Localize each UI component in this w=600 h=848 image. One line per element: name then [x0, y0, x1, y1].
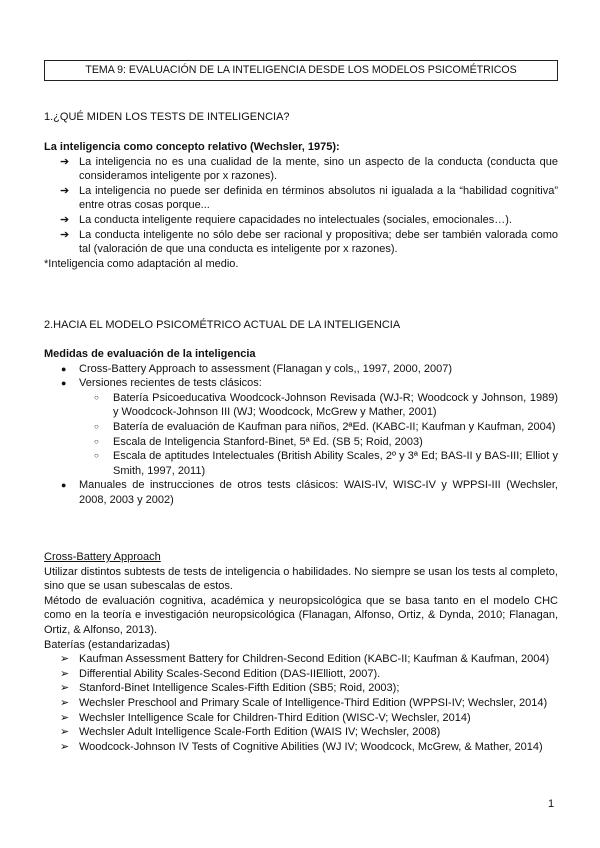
section3-block [44, 550, 558, 754]
section2-subheading: Medidas de evaluación de la inteligencia [44, 348, 256, 360]
arrow-icon: ➔ [60, 213, 70, 226]
list-item: ➢ Woodcock-Johnson IV Tests of Cognitive Abilities (WJ IV; Woodcock, McGrew, & Mather, 2014) [60, 740, 543, 753]
bullet-icon: ● [61, 480, 67, 491]
circle-bullet-icon: ○ [94, 421, 99, 431]
list-item: ➢ Stanford-Binet Intelligence Scales-Fifth Edition (SB5; Roid, 2003); [60, 682, 400, 695]
section3-paragraph: Método de evaluación cognitiva, académica y neuropsicológica que se basa tanto en el modelo CHC como en la teoría e investigación neuropsicológica (Flanagan, Alfonso, Ortiz, & Dynda, 2010; Flanagan, Ortiz, & Alfonso, 2013). [44, 594, 558, 636]
list-item: ➔ La conducta inteligente requiere capacidades no intelectuales (sociales, emocionales…). [60, 213, 512, 226]
section1-list [44, 155, 558, 257]
list-item: ➔ La inteligencia no puede ser definida en términos absolutos ni igualada a la “habilidad cognitiva” entre otras cosas porque... [60, 184, 558, 212]
section1-subheading: La inteligencia como concepto relativo (Wechsler, 1975): [44, 141, 340, 153]
section1-heading: 1.¿QUÉ MIDEN LOS TESTS DE INTELIGENCIA? [44, 111, 290, 123]
list-item: ➢ Wechsler Preschool and Primary Scale of Intelligence-Third Edition (WPPSI-IV; Wechsler, 2014) [60, 696, 548, 709]
list-item: ➢ Wechsler Adult Intelligence Scale-Forth Edition (WAIS IV; Wechsler, 2008) [60, 726, 441, 739]
batteries-label: Baterías (estandarizadas) [44, 638, 170, 651]
section2-block [44, 347, 558, 508]
arrowhead-icon: ➢ [60, 667, 70, 680]
arrow-icon: ➔ [60, 184, 70, 197]
list-item: ○ Escala de aptitudes Intelectuales (British Ability Scales, 2º y 3ª Ed; BAS-II y BAS-III; Elliot y Smith, 1997, 2011) [94, 450, 558, 477]
arrowhead-icon: ➢ [60, 696, 70, 709]
circle-bullet-icon: ○ [94, 451, 99, 461]
list-item: ➢ Kaufman Assessment Battery for Children-Second Edition (KABC-II; Kaufman & Kaufman, 2004) [60, 653, 550, 666]
list-item: ○ Escala de Inteligencia Stanford-Binet, 5ª Ed. (SB 5; Roid, 2003) [94, 435, 423, 448]
section2-sublist [79, 391, 558, 479]
circle-bullet-icon: ○ [94, 392, 99, 402]
list-item: ➢ Wechsler Intelligence Scale for Children-Third Edition (WISC-V; Wechsler, 2014) [60, 711, 471, 724]
section1-block [44, 140, 558, 271]
arrowhead-icon: ➢ [60, 711, 70, 724]
arrow-icon: ➔ [60, 155, 70, 168]
bullet-icon: ● [61, 363, 67, 374]
list-item: ➔ La inteligencia no es una cualidad de la mente, sino un aspecto de la conducta (conducta que consideramos inteligente por x razones). [60, 155, 558, 183]
document-title: TEMA 9: EVALUACIÓN DE LA INTELIGENCIA DESDE LOS MODELOS PSICOMÉTRICOS [44, 60, 558, 81]
list-item: ● Versiones recientes de tests clásicos: ○ Batería Psicoeducativa Woodcock-Johnson Revisada (WJ-R; Woodcock y Johnson, 1989) y Woodcock-Johnson III (WJ; Woodcock, McGrew y Mather, 2001) ○ Batería de evaluación de Kaufman para niños, 2ªEd. (KABC-II; Kaufman y Kaufman, 2004) ○ Escala de Inteligencia Stanford-Binet, 5ª Ed. (SB 5; Roid, 2003) ○ Escala de aptitudes Intelectuales (British Ability Scales, 2º y 3ª Ed; BAS-II y BAS-III; Elliot y Smith, 1997, 2011) [61, 377, 558, 477]
arrowhead-icon: ➢ [60, 653, 70, 666]
section2-list [44, 362, 558, 508]
arrowhead-icon: ➢ [60, 740, 70, 753]
section1-note: *Inteligencia como adaptación al medio. [44, 257, 239, 270]
list-item: ● Manuales de instrucciones de otros tests clásicos: WAIS-IV, WISC-IV y WPPSI-III (Wechsler, 2008, 2003 y 2002) [61, 479, 558, 506]
bullet-icon: ● [61, 378, 67, 389]
arrowhead-icon: ➢ [60, 726, 70, 739]
batteries-list [44, 652, 558, 754]
list-item: ➔ La conducta inteligente no sólo debe ser racional y propositiva; debe ser también valorada como tal (valoración de que una conducta es inteligente por x razones). [60, 228, 558, 256]
section3-heading: Cross-Battery Approach [44, 551, 161, 563]
section2-heading: 2.HACIA EL MODELO PSICOMÉTRICO ACTUAL DE LA INTELIGENCIA [44, 319, 401, 331]
list-item: ○ Batería de evaluación de Kaufman para niños, 2ªEd. (KABC-II; Kaufman y Kaufman, 2004) [94, 420, 556, 433]
arrow-icon: ➔ [60, 228, 70, 241]
list-item: ○ Batería Psicoeducativa Woodcock-Johnson Revisada (WJ-R; Woodcock y Johnson, 1989) y Woodcock-Johnson III (WJ; Woodcock, McGrew y Mather, 2001) [94, 391, 558, 419]
section3-paragraph: Utilizar distintos subtests de tests de inteligencia o habilidades. No siempre se usan los tests al completo, sino que se usan subescalas de estos. [44, 565, 558, 593]
list-item: ➢ Differential Ability Scales-Second Edition (DAS-IIElliott, 2007). [60, 667, 381, 680]
arrowhead-icon: ➢ [60, 682, 70, 695]
list-item: ● Cross-Battery Approach to assessment (Flanagan y cols,, 1997, 2000, 2007) [61, 362, 452, 375]
page-number: 1 [548, 798, 555, 810]
circle-bullet-icon: ○ [94, 436, 99, 446]
